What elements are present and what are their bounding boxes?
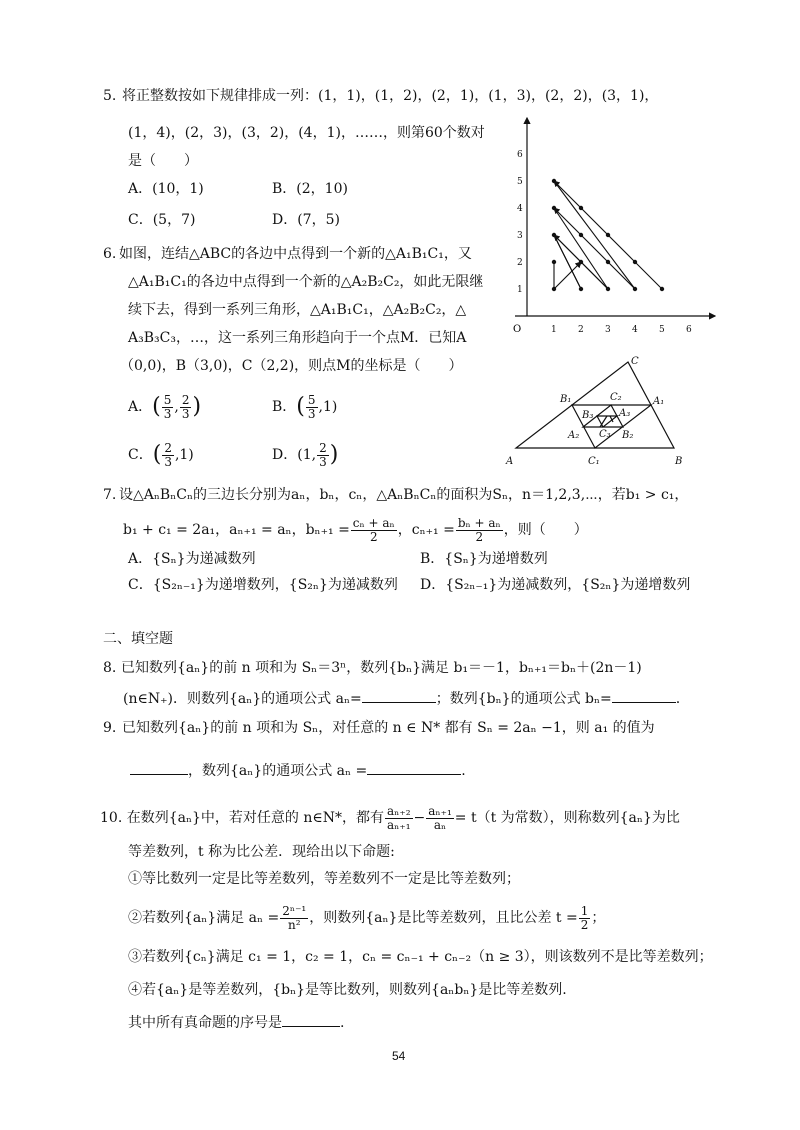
label-c2: C₂ [610,392,622,403]
x-tick-4: 4 [632,325,638,335]
q5-lattice-figure [505,110,720,340]
q5-option-c: C．(5，7) [128,212,196,228]
q6-triangle-figure [502,352,697,470]
x-tick-1: 1 [551,325,557,335]
y-tick-1: 1 [517,285,523,295]
q6-text-line2: △A₁B₁C₁的各边中点得到一个新的△A₂B₂C₂，如此无限继 [128,274,484,290]
label-a3: A₃ [619,408,631,419]
label-a: A [506,456,514,467]
q5-option-b: B．(2，10) [272,181,348,197]
q8-text-line1: 已知数列{aₙ}的前 n 项和为 Sₙ＝3ⁿ，数列{bₙ}满足 b₁＝－1，bₙ₊₁＝bₙ＋(2n－1) [121,660,642,676]
y-tick-4: 4 [517,204,523,214]
triangle-a3b3c3 [597,416,617,427]
q6-option-b: B．( $\frac{5}{3}$ ,1) [272,392,338,421]
x-tick-2: 2 [578,325,584,335]
label-a2: A₂ [568,430,580,441]
label-b: B [675,456,683,467]
label-b1: B₁ [560,394,572,405]
q5-option-a: A．(10，1) [128,181,204,197]
q10-question: 其中所有真命题的序号是 . [128,1012,344,1033]
q6-text-line5: （0,0)，B（3,0)，C（2,2)，则点M的坐标是（ ） [120,358,463,374]
y-tick-5: 5 [517,177,523,187]
label-c1: C₁ [588,456,600,467]
q10-text-line2: 等差数列，t 称为比公差．现给出以下命题: [128,844,395,860]
q9-blank-b[interactable] [367,760,461,775]
q7-text-line2: b₁ + c₁ = 2a₁，aₙ₊₁ = aₙ，bₙ₊₁ = $\frac{\text{cₙ + aₙ}}{2}$ ，cₙ₊₁ = $\frac{\text{bₙ + aₙ}}{2}$ ，则（ ） [123,515,588,544]
label-b2: B₂ [622,430,634,441]
label-c: C [631,356,639,367]
label-b3: B₃ [582,410,594,421]
q8-number: 8. [103,660,117,676]
x-tick-3: 3 [605,325,611,335]
q7-option-c: C．{S₂ₙ₋₁}为递增数列，{S₂ₙ}为递减数列 [128,577,398,593]
q9-text-line1: 已知数列{aₙ}的前 n 项和为 Sₙ，对任意的 n ∈ N* 都有 Sₙ = 2aₙ −1，则 a₁ 的值为 [122,720,655,736]
q8-blank-a[interactable] [362,688,436,703]
q5-text-line3: 是（ ） [128,153,198,169]
q6-text-line3: 续下去，得到一系列三角形，△A₁B₁C₁，△A₂B₂C₂，△ [128,302,467,318]
q7-option-b: B．{Sₙ}为递增数列 [420,551,548,567]
q10-blank[interactable] [282,1012,340,1027]
origin-label: O [513,324,522,335]
q7-option-a: A．{Sₙ}为递减数列 [128,551,256,567]
q10-proposition-4: ④若{aₙ}是等差数列，{bₙ}是等比数列，则数列{aₙbₙ}是比等差数列. [128,982,567,998]
q6-option-a: A．( $\frac{5}{3}$ , $\frac{2}{3}$ ) [128,392,202,421]
q6-text-line1: 如图，连结△ABC的各边中点得到一个新的△A₁B₁C₁，又 [119,246,472,262]
q6-option-c: C．( $\frac{2}{3}$ ,1) [128,440,194,469]
q6-option-d: D．(1, $\frac{2}{3}$ ) [272,440,339,469]
q8-text-line2: (n∈N₊)．则数列{aₙ}的通项公式 aₙ= ；数列{bₙ}的通项公式 bₙ= . [123,688,680,709]
q10-proposition-3: ③若数列{cₙ}满足 c₁ = 1，c₂ = 1，cₙ = cₙ₋₁ + cₙ₋₂（n ≥ 3），则该数列不是比等差数列； [128,949,713,965]
q5-text-line1: 将正整数按如下规律排成一列：(1，1)，(1，2)，(2，1)，(1，3)，(2，2)，(3，1)， [122,88,659,104]
q5-option-d: D．(7，5) [272,212,340,228]
q9-text-line2: ，数列{aₙ}的通项公式 aₙ = . [130,760,466,781]
y-tick-2: 2 [517,258,523,268]
q10-proposition-1: ①等比数列一定是比等差数列，等差数列不一定是比等差数列； [128,871,520,887]
section-fill-in-heading: 二、填空题 [103,631,173,647]
q5-number: 5. [103,88,117,104]
q6-number: 6. [103,246,117,262]
x-tick-6: 6 [686,325,692,335]
q9-blank-a[interactable] [130,760,188,775]
q7-text-line1: 设△AₙBₙCₙ的三边长分别为aₙ，bₙ，cₙ，△AₙBₙCₙ的面积为Sₙ，n＝1,2,3,⋯，若b₁ > c₁， [119,487,689,503]
q5-text-line2: (1，4)，(2，3)，(3，2)，(4，1)，……，则第60个数对 [128,125,485,141]
y-tick-3: 3 [517,231,523,241]
q10-proposition-2: ②若数列{aₙ}满足 aₙ = $\frac{\text{2ⁿ⁻¹}}{\text{n²}}$ ，则数列{aₙ}是比等差数列，且比公差 t = $\frac{1}{2}$ ； [128,903,606,932]
q6-text-line4: A₃B₃C₃，…，这一系列三角形趋向于一个点M．已知A [128,330,467,346]
q7-number: 7. [103,487,117,503]
q10-text-line1: 10. 在数列{aₙ}中，若对任意的 n∈N*，都有 $\frac{\text{aₙ₊₂}}{\text{aₙ₊₁}}$ − $\frac{\text{aₙ₊₁}}{\text{aₙ}}$ = t（t 为常数），则称数列{aₙ}为比 [100,803,680,832]
label-c3: C₃ [599,429,611,440]
label-a1: A₁ [653,396,665,407]
q8-blank-b[interactable] [612,688,676,703]
x-tick-5: 5 [659,325,665,335]
page-number: 54 [392,1049,406,1063]
q9-number: 9. [103,720,117,736]
y-tick-6: 6 [517,150,523,160]
q7-option-d: D．{S₂ₙ₋₁}为递减数列，{S₂ₙ}为递增数列 [420,577,691,593]
